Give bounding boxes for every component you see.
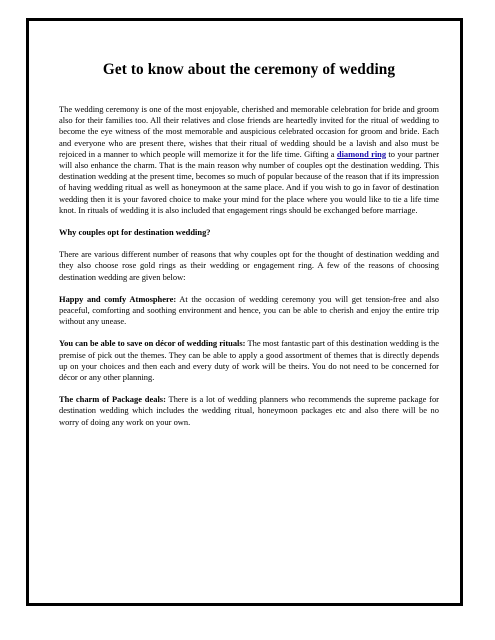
reasons-intro-paragraph: There are various different number of reasons that why couples opt for the thought of destination wedding and they also choose rose gold rings as their wedding or engagement ring. A few of the reasons of choosing destination wedding are given below:: [59, 249, 439, 282]
reason-paragraph-package: [59, 394, 439, 428]
intro-text-before-link: The wedding ceremony is one of the most enjoyable, cherished and memorable celebration for bride and groom also for their families too. All their relatives and close friends are heartedly invited for the ritual of wedding to become the eye witness of the most memorable and auspicious celebrated occasion for groom and bride. Each and everyone who are present there, wishes that their ritual of wedding should be a lavish and also must be rejoiced in a manner to which people will memorize it for the life time. Gifting a: [59, 104, 439, 159]
reason-paragraph-atmosphere: [59, 294, 439, 328]
intro-text-after-link: to your partner will also enhance the charm. That is the main reason why number of couples opt the destination wedding. This destination wedding at the present time, becomes so much of popular because of the reason that if its impression of having wedding ritual as well as honeymoon at the same place. And if you wish to go in favor of destination wedding then it is your favored choice to make your mind for the place where you would like to tie a life time knot. In rituals of wedding it is also included that engagement rings should be exchanged before marriage.: [59, 148, 439, 215]
document-title: Get to know about the ceremony of wedding: [102, 61, 396, 78]
reason-lead-package: The charm of Package deals:: [59, 394, 166, 405]
document-body: [59, 60, 439, 439]
reason-text-decor: The most fantastic part of this destination wedding is the premise of pick out the themes. They can be able to apply a good assortment of themes that is directly depends up on your choices and then each and every duty of work will be theirs. You do not need to be concerned for décor or any other planning.: [59, 338, 439, 383]
reason-paragraph-decor: [59, 338, 439, 383]
reason-lead-atmosphere: Happy and comfy Atmosphere:: [59, 293, 177, 304]
diamond-ring-link[interactable]: diamond ring: [336, 148, 387, 159]
reason-text-package: There is a lot of wedding planners who recommends the supreme package for destination wedding which includes the wedding ritual, honeymoon packages etc and also there will be no worry of doing any work on your own.: [59, 394, 439, 427]
section-heading: Why couples opt for destination wedding?: [59, 227, 211, 238]
intro-paragraph: [59, 104, 439, 216]
reason-text-atmosphere: At the occasion of wedding ceremony you will get tension-free and also peaceful, comforting and soothing environment and hence, you can be able to cherish and enjoy the entire trip without any unease.: [59, 293, 439, 327]
reason-lead-decor: You can be able to save on décor of wedding rituals:: [59, 338, 246, 349]
